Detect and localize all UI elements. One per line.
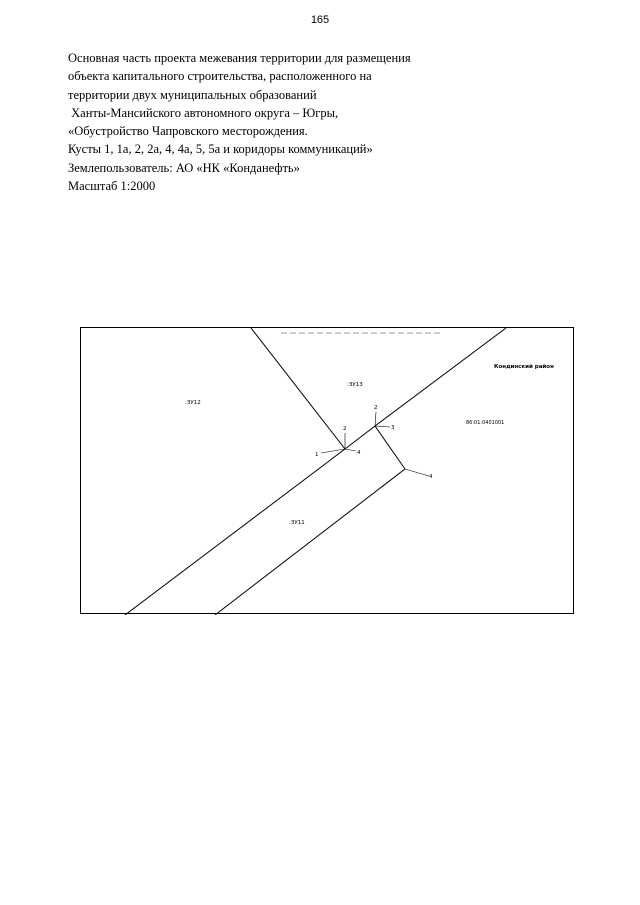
leader-4a: [345, 449, 356, 451]
map-frame: [80, 327, 574, 614]
point-1-label: 1: [315, 452, 319, 458]
corridor-lower-line: [215, 469, 405, 615]
header-line-5: «Обустройство Чапровского месторождения.: [68, 124, 308, 139]
point-4a-label: 4: [357, 450, 361, 456]
cadastral-number: 86:01:0401001: [466, 420, 505, 426]
leader-4b: [405, 469, 429, 476]
parcel-zu11-label: :ЗУ11: [289, 520, 305, 526]
leader-3: [375, 426, 390, 427]
page-number: 165: [310, 14, 330, 26]
scale-line: Масштаб 1:2000: [68, 179, 156, 194]
region-label: Кондинский район: [494, 364, 554, 370]
point-4b-label: 4: [429, 474, 433, 480]
document-header: [68, 49, 588, 195]
connector-line-a: [345, 426, 375, 449]
corridor-upper-line-ext: [375, 328, 506, 426]
parcel-zu13-label: :ЗУ13: [347, 382, 363, 388]
cadastral-map: [81, 328, 575, 615]
header-line-4: Ханты-Мансийского автономного округа – Югры,: [68, 105, 339, 120]
parcel-zu12-label: :ЗУ12: [185, 400, 201, 406]
header-line-1: Основная часть проекта межевания территории для размещения: [68, 51, 411, 65]
header-line-3: территории двух муниципальных образований: [68, 87, 317, 102]
connector-line-b: [375, 426, 405, 469]
header-line-6: Кусты 1, 1а, 2, 2а, 4, 4а, 5, 5а и коридоры коммуникаций»: [68, 142, 373, 157]
point-2a-label: 2: [343, 426, 347, 432]
leader-1: [321, 449, 345, 453]
header-line-2: объекта капитального строительства, расположенного на: [68, 69, 372, 84]
header-line-7: Землепользователь: АО «НК «Конданефть»: [68, 160, 300, 175]
point-2b-label: 2: [374, 405, 378, 411]
parcel-boundary-line: [251, 328, 345, 449]
leader-2b: [375, 412, 376, 426]
point-3-label: 3: [391, 425, 395, 431]
corridor-upper-line: [125, 449, 345, 615]
